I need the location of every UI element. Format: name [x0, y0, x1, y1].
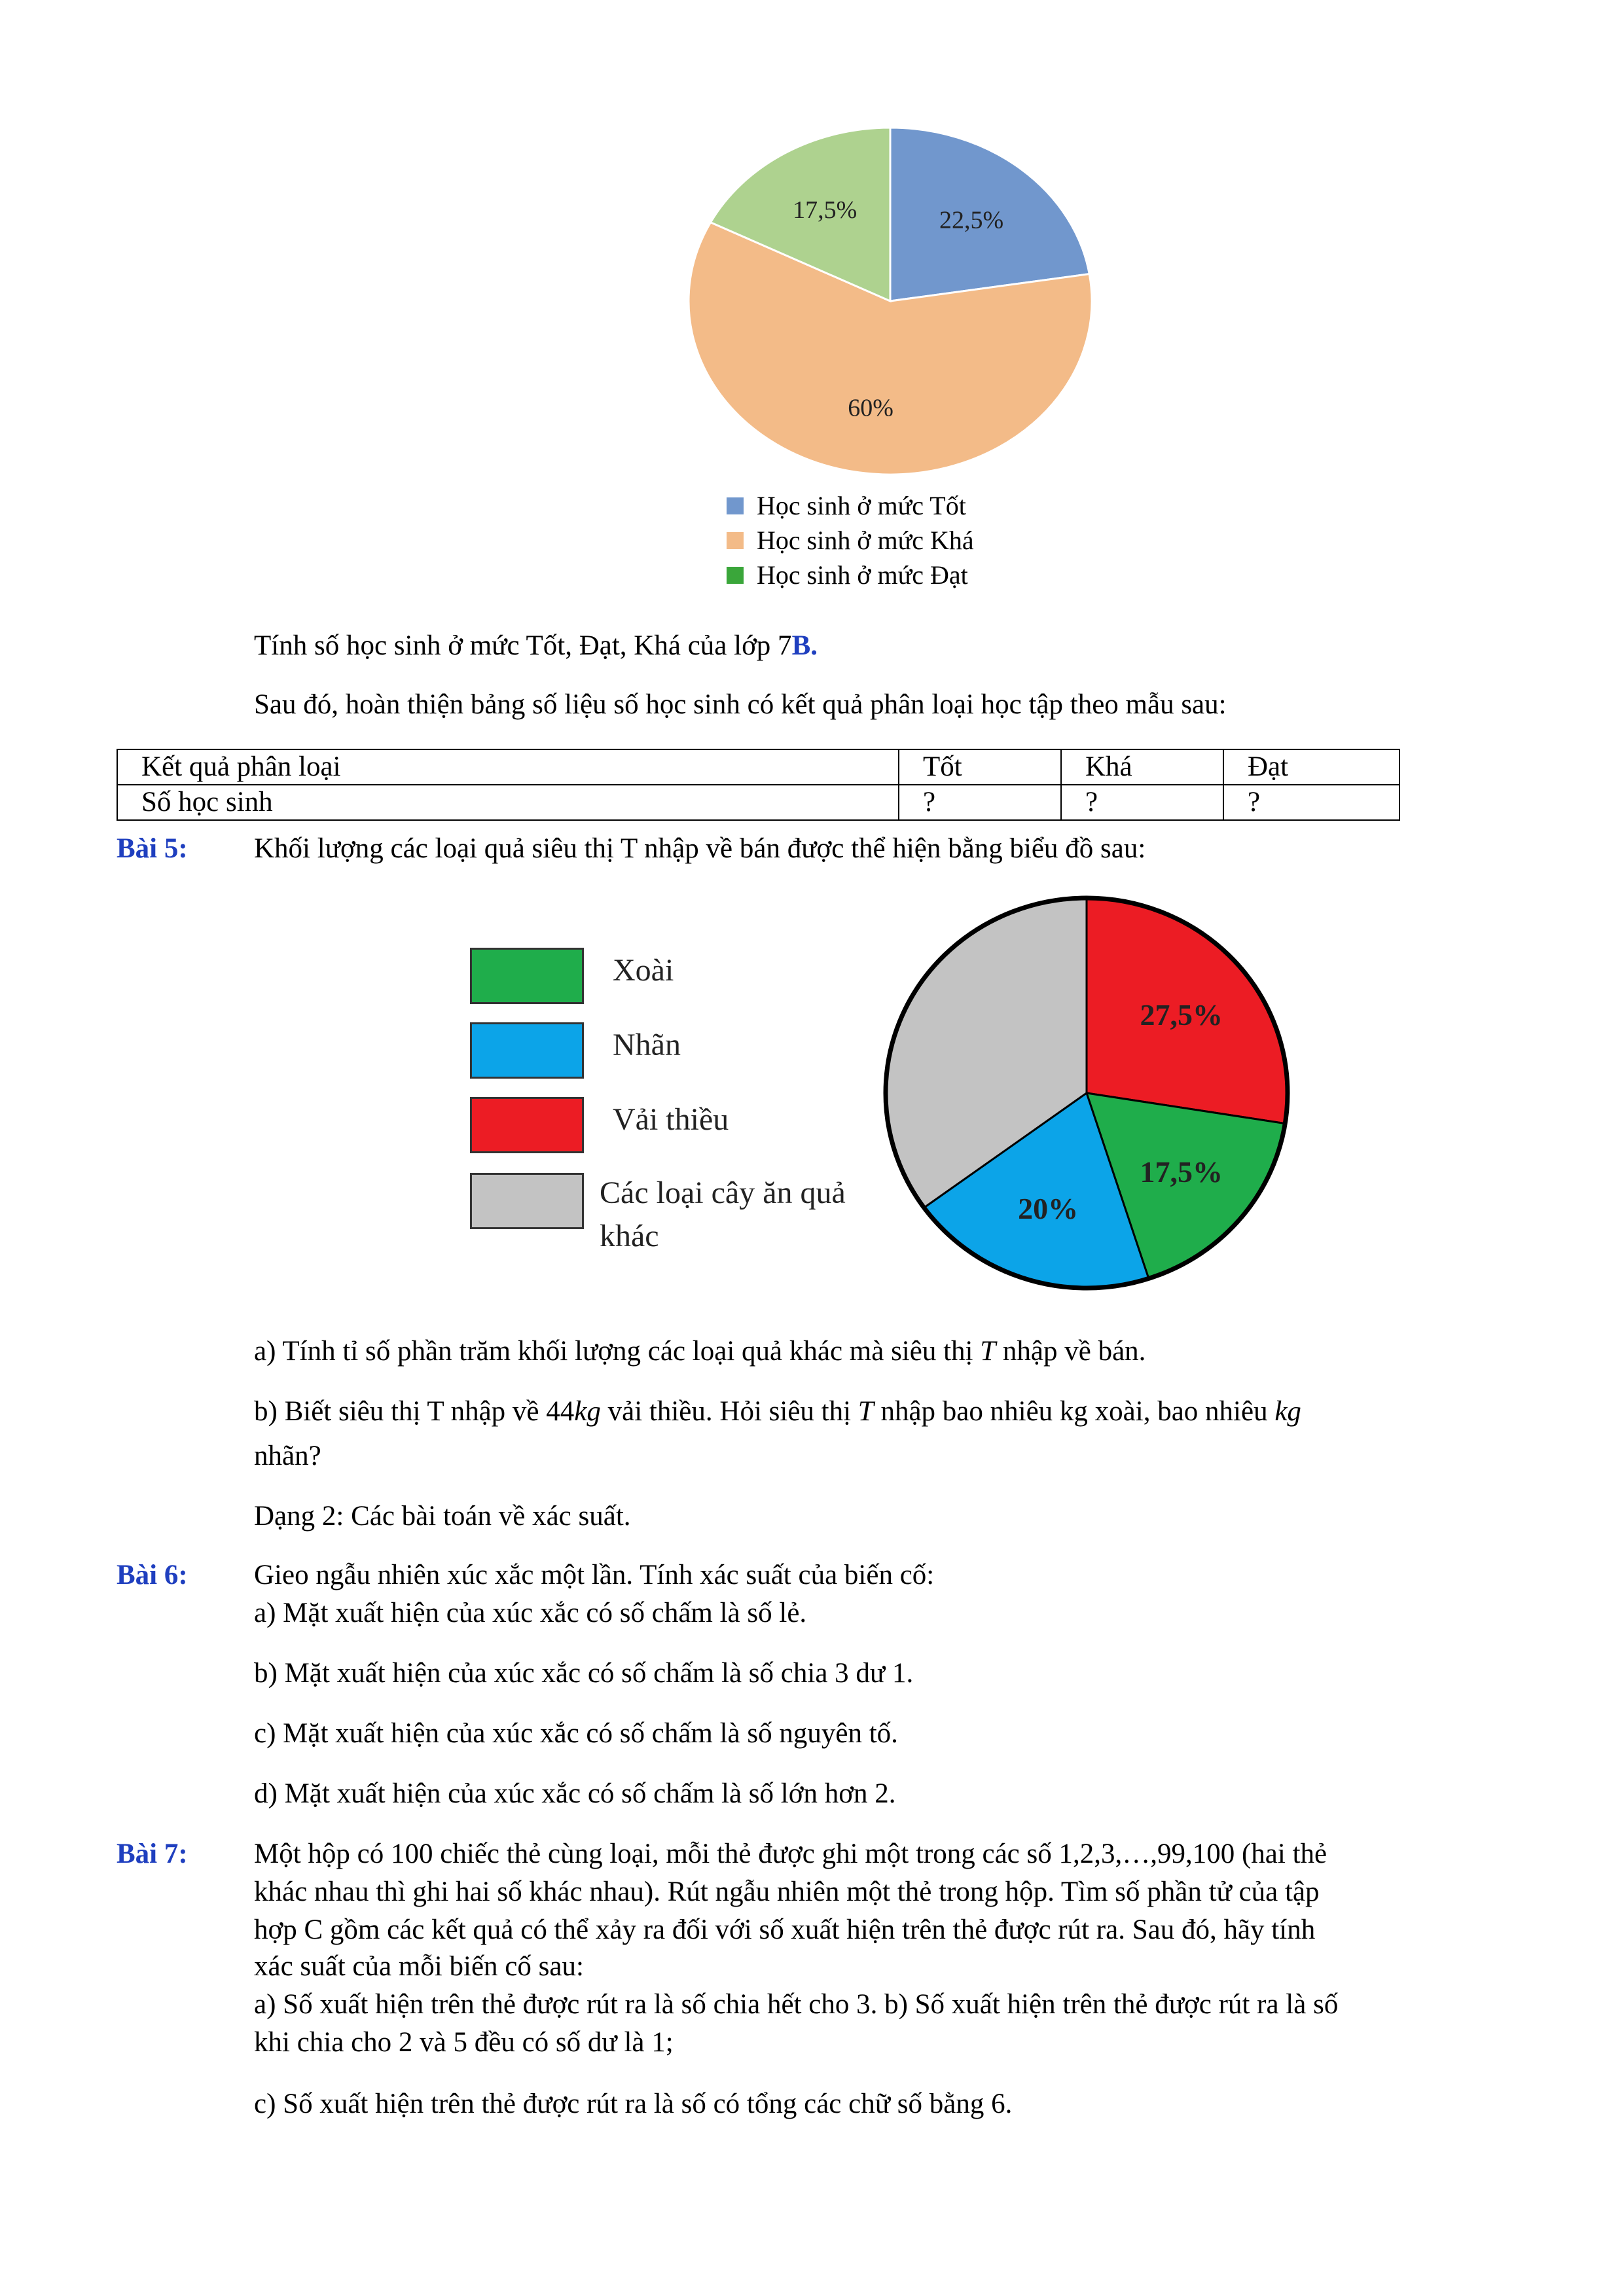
bai7-line-4: xác suất của mỗi biến cố sau: [254, 1951, 584, 1982]
bai5-a-text: nhập về bán. [1002, 1336, 1146, 1367]
bai6 [117, 1558, 188, 1593]
bai6-a: a) Mặt xuất hiện của xúc xắc có số chấm là số lẻ. [254, 1598, 807, 1628]
table-cell: ? [1223, 785, 1399, 820]
table-cell: ? [899, 785, 1061, 820]
table-row [117, 785, 1399, 820]
paragraph-2: Sau đó, hoàn thiện bảng số liệu số học sinh có kết quả phân loại học tập theo mẫu sau: [254, 689, 1227, 720]
legend-label-cont: khác [600, 1219, 659, 1253]
bai7-line-5: a) Số xuất hiện trên thẻ được rút ra là số chia hết cho 3. b) Số xuất hiện trên thẻ được rút ra là số [254, 1989, 1339, 2020]
p1-class-letter: B. [791, 630, 818, 661]
bai5-a [254, 1334, 1146, 1369]
bai5-b-text: vải thiều. Hỏi siêu thị [607, 1396, 852, 1427]
table-cell: Tốt [899, 749, 1061, 785]
pie-chart-2 [877, 890, 1309, 1296]
math-T: T [980, 1336, 996, 1367]
bai7-text: (hai thẻ [1241, 1839, 1327, 1869]
table-cell: Số học sinh [117, 785, 899, 820]
table-cell: Kết quả phân loại [117, 749, 899, 785]
bai7-line-2: khác nhau thì ghi hai số khác nhau). Rút ngẫu nhiên một thẻ trong hộp. Tìm số phần tử của tập [254, 1876, 1320, 1907]
legend-swatch [470, 1173, 584, 1229]
legend-label: Học sinh ở mức Đạt [757, 560, 968, 590]
bai6-c: c) Mặt xuất hiện của xúc xắc có số chấm là số nguyên tố. [254, 1718, 898, 1749]
section-dang2: Dạng 2: Các bài toán về xác suất. [254, 1501, 631, 1532]
bai5-b [254, 1394, 1301, 1429]
table-cell: Khá [1061, 749, 1223, 785]
bai6-label: Bài 6: [117, 1560, 188, 1590]
legend-label: Các loại cây ăn quả [600, 1175, 846, 1210]
legend-label: Học sinh ở mức Tốt [757, 491, 966, 520]
legend-swatch [727, 532, 744, 549]
math-kg: kg [574, 1396, 601, 1427]
bai5-label: Bài 5: [117, 833, 188, 864]
math-T: T [857, 1396, 874, 1427]
bai5-a-text: a) Tính tỉ số phần trăm khối lượng các loại quả khác mà siêu thị [254, 1336, 973, 1367]
pie2-legend [458, 936, 903, 1276]
bai7-line-1 [254, 1837, 1327, 1872]
pie-chart-1 [681, 124, 1139, 517]
bai7-label: Bài 7: [117, 1839, 188, 1869]
legend-label: Xoài [613, 953, 674, 988]
pie-data-label: 17,5% [1140, 1155, 1223, 1189]
bai5-text: Khối lượng các loại quả siêu thị T nhập về bán được thể hiện bằng biểu đồ sau: [254, 833, 1146, 864]
bai5-b-text: b) Biết siêu thị T nhập về [254, 1396, 539, 1427]
bai5-b-text: nhập bao nhiêu kg xoài, bao nhiêu [880, 1396, 1268, 1427]
pie-data-label: 17,5% [793, 196, 857, 224]
bai7 [117, 1837, 188, 1872]
legend-swatch [470, 948, 584, 1004]
table-row [117, 749, 1399, 785]
bai7-line-3: hợp C gồm các kết quả có thể xảy ra đối với số xuất hiện trên thẻ được rút ra. Sau đó, hãy tính [254, 1914, 1316, 1945]
legend-swatch [470, 1022, 584, 1079]
pie-data-label: 22,5% [939, 206, 1004, 234]
math-kg: kg [1274, 1396, 1301, 1427]
bai7-text: Một hộp có 100 chiếc thẻ cùng loại, mỗi thẻ được ghi một trong các số [254, 1839, 1052, 1869]
table-cell: Đạt [1223, 749, 1399, 785]
bai5 [117, 831, 188, 867]
bai6-d: d) Mặt xuất hiện của xúc xắc có số chấm là số lớn hơn 2. [254, 1778, 896, 1809]
math-44: 44 [546, 1396, 575, 1427]
paragraph-1 [254, 628, 818, 664]
p1-text: Tính số học sinh ở mức Tốt, Đạt, Khá của lớp 7 [254, 630, 792, 661]
pie-data-label: 27,5% [1140, 998, 1223, 1032]
pie-data-label: 60% [848, 394, 893, 422]
legend-swatch [470, 1097, 584, 1153]
legend-swatch [727, 567, 744, 584]
bai7-line-7: c) Số xuất hiện trên thẻ được rút ra là số có tổng các chữ số bằng 6. [254, 2089, 1013, 2119]
pie-data-label: 20% [1018, 1191, 1079, 1225]
bai5-b-end: nhãn? [254, 1441, 321, 1471]
math-sequence: 1,2,3,…,99,100 [1058, 1839, 1235, 1869]
pie1-legend [727, 490, 1119, 594]
bai7-line-6: khi chia cho 2 và 5 đều có số dư là 1; [254, 2027, 674, 2058]
legend-label: Nhãn [613, 1028, 681, 1062]
legend-label: Vải thiều [613, 1102, 729, 1137]
legend-label: Học sinh ở mức Khá [757, 526, 974, 555]
result-table [117, 749, 1400, 821]
legend-swatch [727, 497, 744, 514]
bai6-text: Gieo ngẫu nhiên xúc xắc một lần. Tính xác suất của biến cố: [254, 1560, 935, 1590]
bai6-b: b) Mặt xuất hiện của xúc xắc có số chấm là số chia 3 dư 1. [254, 1658, 914, 1689]
table-cell: ? [1061, 785, 1223, 820]
